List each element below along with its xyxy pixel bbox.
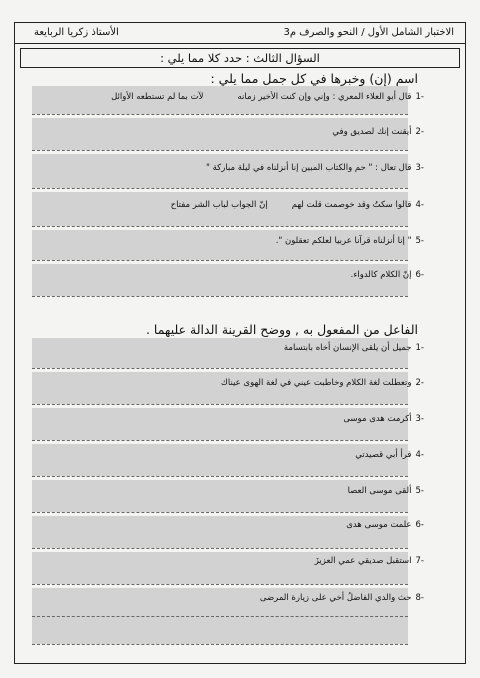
item-text-second: إنّ الجواب لباب الشر مفتاح <box>170 200 268 210</box>
item-number: -4 <box>415 200 424 210</box>
answer-line <box>32 404 408 405</box>
answer-line <box>32 616 408 617</box>
list-item <box>84 200 424 210</box>
item-number: -6 <box>415 270 424 280</box>
answer-line <box>32 476 408 477</box>
list-item <box>84 163 424 173</box>
item-text: قال أبو العلاء المعري : وإني وإن كنت الأخير زمانه <box>237 92 412 102</box>
answer-line <box>32 226 408 227</box>
item-number: -5 <box>415 236 424 246</box>
list-item <box>84 556 424 566</box>
item-text: استقبل صديقي عمي العزيزَ <box>314 556 412 566</box>
item-text: قال تعال : " حم والكتاب المبين إنا أنزلناه في ليلة مباركة " <box>206 163 412 173</box>
item-text-second: لآت بما لم تستطعه الأوائل <box>111 92 204 102</box>
answer-area <box>32 444 408 476</box>
list-item <box>84 127 424 137</box>
list-item <box>84 343 424 353</box>
item-number: -2 <box>415 378 424 388</box>
list-item <box>84 236 424 246</box>
item-text: حث والدي الفاضلُ أخي على زيارة المرضى <box>259 593 412 603</box>
list-item <box>84 520 424 530</box>
answer-line <box>32 584 408 585</box>
answer-line <box>32 114 408 115</box>
answer-line <box>32 260 408 261</box>
answer-area <box>32 480 408 512</box>
answer-line <box>32 644 408 645</box>
item-text: أيقنت إنك لصديق وفي <box>332 127 412 137</box>
item-number: -1 <box>415 343 424 353</box>
item-number: -3 <box>415 414 424 424</box>
answer-line <box>32 188 408 189</box>
list-item <box>84 593 424 603</box>
answer-line <box>32 368 408 369</box>
answer-line <box>32 296 408 297</box>
item-number: -8 <box>415 593 424 603</box>
answer-line <box>32 512 408 513</box>
section2-title: الفاعل من المفعول به , ووضح القرينة الدالة عليهما . <box>145 322 418 337</box>
list-item <box>84 414 424 424</box>
section1-title: اسم (إن) وخبرها في كل جمل مما يلي : <box>210 71 418 86</box>
item-text: جميل أن يلقى الإنسان أخاه بابتسامة <box>283 343 412 353</box>
item-text: قالوا سكتُ وقد خوصمت قلت لهم <box>291 200 412 210</box>
item-number: -2 <box>415 127 424 137</box>
answer-area <box>32 408 408 440</box>
list-item <box>84 270 424 280</box>
answer-line <box>32 150 408 151</box>
teacher-name: الأستاذ زكريا الربايعة <box>34 27 119 38</box>
answer-area <box>32 264 408 296</box>
item-number: -5 <box>415 486 424 496</box>
item-text: إنّ الكلام كالدواء. <box>350 270 412 280</box>
item-number: -6 <box>415 520 424 530</box>
item-text: قرأ أبي قصيدتي <box>355 450 412 460</box>
answer-line <box>32 548 408 549</box>
item-text: وتعطلت لغة الكلام وخاطبت عيني في لغة الهوى عيناك <box>220 378 412 388</box>
item-number: -4 <box>415 450 424 460</box>
item-text: ألقى موسى العصا <box>347 486 412 496</box>
list-item <box>84 450 424 460</box>
item-number: -7 <box>415 556 424 566</box>
list-item <box>84 486 424 496</box>
answer-line <box>32 440 408 441</box>
item-text: أكرمت هدى موسى <box>343 414 412 424</box>
answer-area <box>32 372 408 404</box>
header-divider <box>14 43 466 44</box>
list-item <box>84 378 424 388</box>
item-text: علمت موسى هدى <box>346 520 412 530</box>
item-text: " إنا أنزلناه قرآنا عربيا لعلكم تعقلون ". <box>275 236 412 246</box>
item-number: -3 <box>415 163 424 173</box>
item-number: -1 <box>415 92 424 102</box>
question-title: السؤال الثالث : حدد كلا مما يلي : <box>20 48 460 68</box>
exam-title: الاختبار الشامل الأول / النحو والصرف م3 <box>283 27 454 38</box>
list-item <box>84 92 424 102</box>
